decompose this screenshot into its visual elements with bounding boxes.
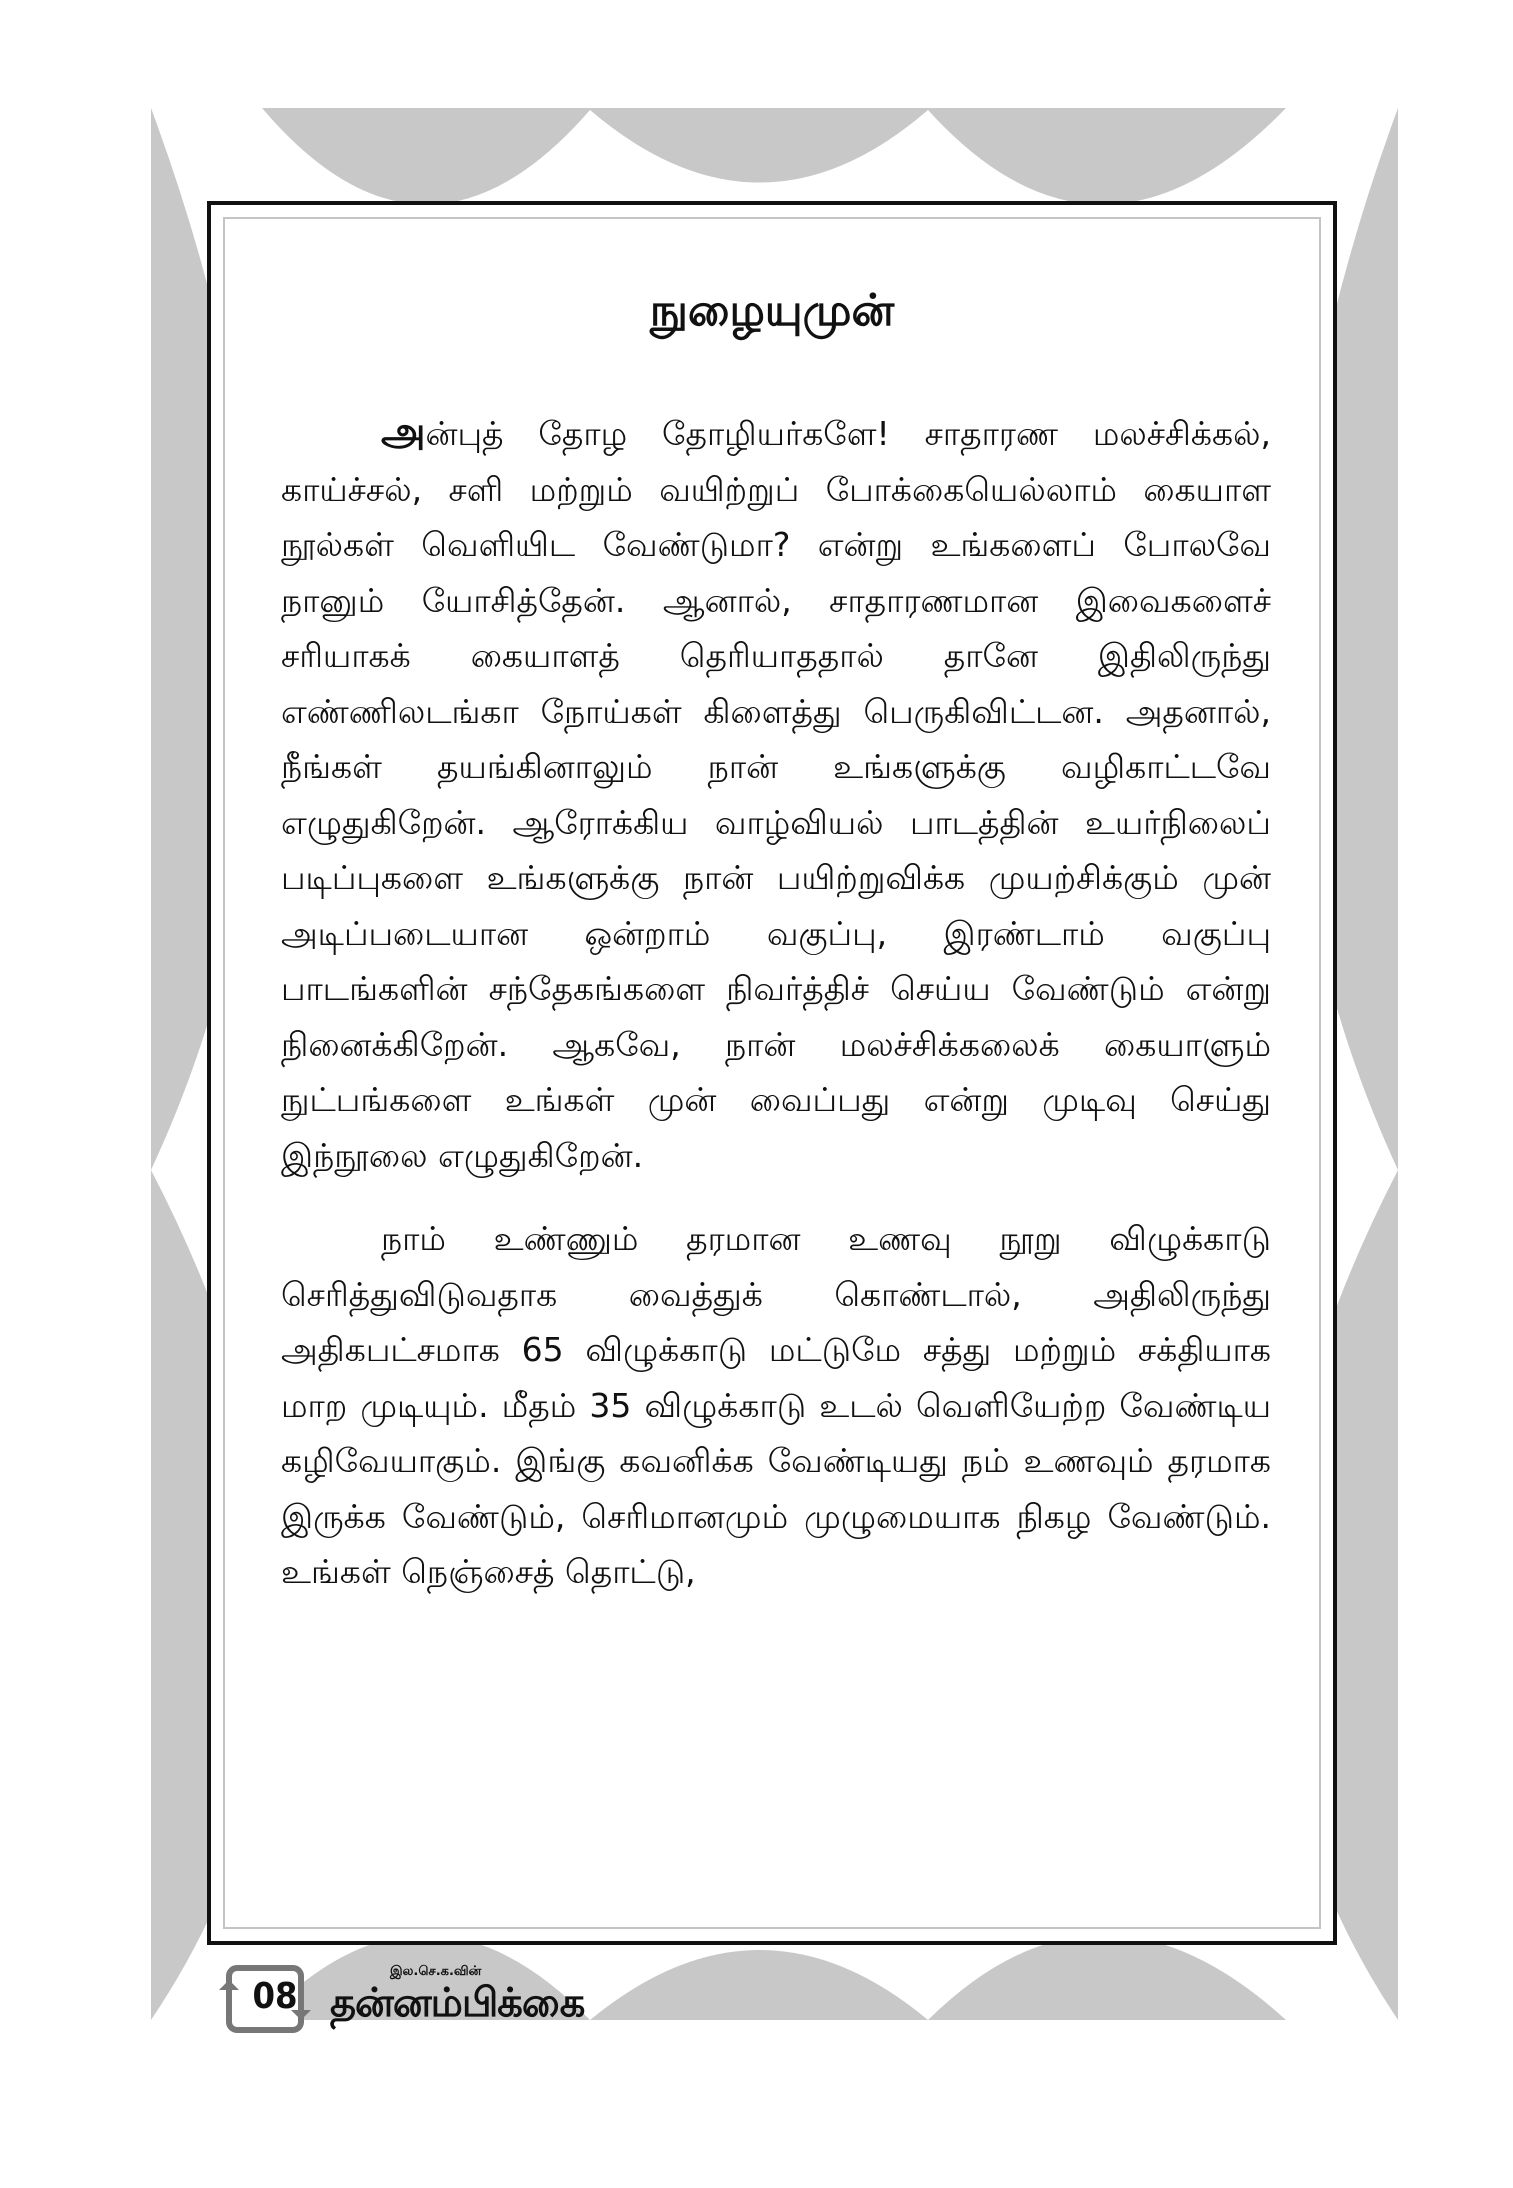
paragraph-2-text: நாம் உண்ணும் தரமான உணவு நூறு விழுக்காடு செரித்துவிடுவதாக வைத்துக் கொண்டால், அதிலிருந்து அதிகபட்சமாக 65 விழுக்காடு மட்டுமே சத்து மற்றும் சக்தியாக மாற முடியும். மீதம் 35 விழுக்காடு உடல் வெளியேற்ற வேண்டிய கழிவேயாகும். இங்கு கவனிக்க வேண்டியது நம் உணவும் தரமாக இருக்க வேண்டும், செரிமானமும் முழுமையாக நிகழ வேண்டும். உங்கள் நெஞ்சைத் தொட்டு, <box>281 1219 1271 1591</box>
content-box <box>207 201 1337 1945</box>
body-text <box>281 405 1271 1600</box>
magazine-subtitle: இல.செ.க.வின் <box>390 1964 482 1979</box>
paragraph-1-text: ன்புத் தோழ தோழியர்களே! சாதாரண மலச்சிக்கல், காய்ச்சல், சளி மற்றும் வயிற்றுப் போக்கையெல்லாம் கையாள நூல்கள் வெளியிட வேண்டுமா? என்று உங்களைப் போலவே நானும் யோசித்தேன். ஆனால், சாதாரணமான இவைகளைச் சரியாகக் கையாளத் தெரியாததால் தானே இதிலிருந்து எண்ணிலடங்கா நோய்கள் கிளைத்து பெருகிவிட்டன. அதனால், நீங்கள் தயங்கினாலும் நான் உங்களுக்கு வழிகாட்டவே எழுதுகிறேன். ஆரோக்கிய வாழ்வியல் பாடத்தின் உயர்நிலைப் படிப்புகளை உங்களுக்கு நான் பயிற்றுவிக்க முயற்சிக்கும் முன் அடிப்படையான ஒன்றாம் வகுப்பு, இரண்டாம் வகுப்பு பாடங்களின் சந்தேகங்களை நிவர்த்திச் செய்ய வேண்டும் என்று நினைக்கிறேன். ஆகவே, நான் மலச்சிக்கலைக் கையாளும் நுட்பங்களை உங்கள் முன் வைப்பது என்று முடிவு செய்து இந்நூலை எழுதுகிறேன். <box>281 414 1271 1175</box>
magazine-name: தன்னம்பிக்கை <box>330 1980 585 2026</box>
paragraph-1 <box>281 405 1271 1183</box>
drop-letter: அ <box>381 409 426 455</box>
page-title: நுழையுமுன் <box>649 285 895 336</box>
paragraph-2 <box>281 1211 1271 1600</box>
page-number: 08 <box>252 1976 298 2017</box>
